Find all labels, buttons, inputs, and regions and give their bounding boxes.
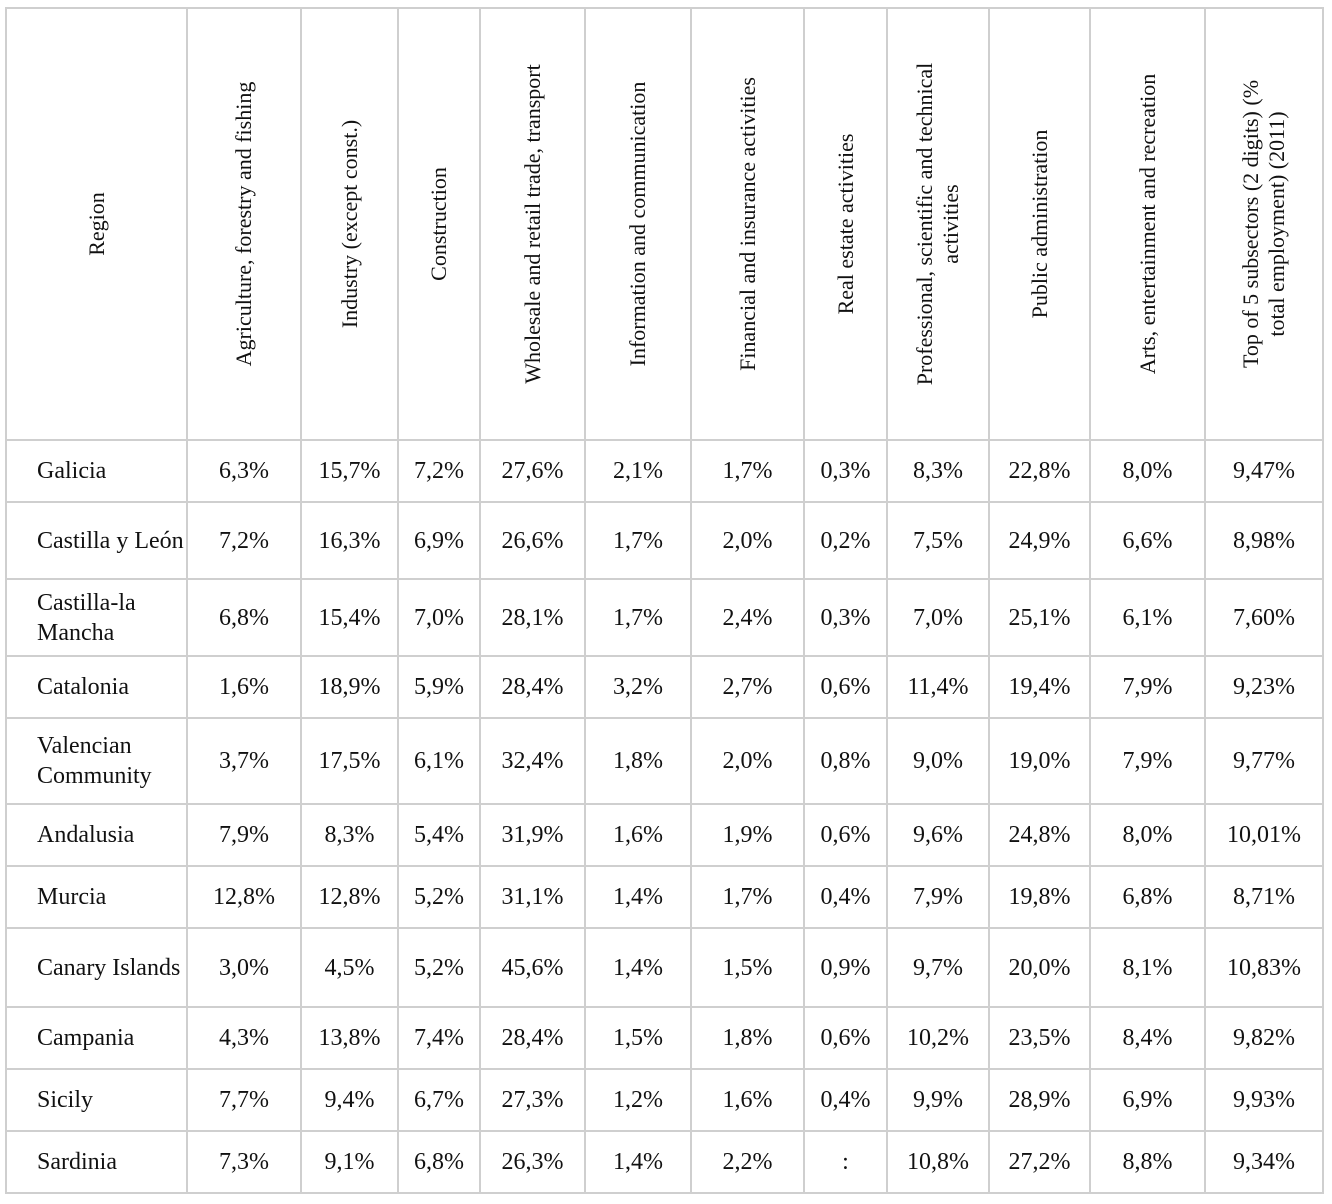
value-cell: 9,0%: [887, 718, 989, 804]
value-cell: 9,7%: [887, 928, 989, 1007]
value-cell: 31,1%: [480, 866, 585, 928]
table-row: [6, 656, 1323, 718]
value-cell: 7,9%: [887, 866, 989, 928]
header-construction: Construction: [398, 8, 480, 440]
value-cell: 1,2%: [585, 1069, 691, 1131]
value-cell: 0,9%: [804, 928, 887, 1007]
value-cell: 1,8%: [691, 1007, 804, 1069]
value-cell: 19,0%: [989, 718, 1090, 804]
value-cell: 5,2%: [398, 866, 480, 928]
value-cell: 1,4%: [585, 866, 691, 928]
value-cell: 1,6%: [187, 656, 301, 718]
value-cell: 6,9%: [398, 502, 480, 579]
value-cell: 8,4%: [1090, 1007, 1205, 1069]
value-cell: 11,4%: [887, 656, 989, 718]
value-cell: 31,9%: [480, 804, 585, 866]
region-cell: Andalusia: [6, 804, 187, 866]
value-cell: 9,47%: [1205, 440, 1323, 502]
value-cell: 3,7%: [187, 718, 301, 804]
value-cell: 6,9%: [1090, 1069, 1205, 1131]
value-cell: 2,2%: [691, 1131, 804, 1193]
value-cell: 0,3%: [804, 440, 887, 502]
region-cell: Castilla y León: [6, 502, 187, 579]
value-cell: 17,5%: [301, 718, 398, 804]
value-cell: 9,82%: [1205, 1007, 1323, 1069]
value-cell: 20,0%: [989, 928, 1090, 1007]
value-cell: 9,6%: [887, 804, 989, 866]
value-cell: 10,01%: [1205, 804, 1323, 866]
value-cell: 9,23%: [1205, 656, 1323, 718]
header-professional: Professional, scientific and technical activities: [887, 8, 989, 440]
value-cell: 26,3%: [480, 1131, 585, 1193]
value-cell: 1,6%: [585, 804, 691, 866]
value-cell: 4,3%: [187, 1007, 301, 1069]
value-cell: 1,7%: [691, 866, 804, 928]
header-row: [6, 8, 1323, 440]
value-cell: 9,93%: [1205, 1069, 1323, 1131]
table-row: [6, 1131, 1323, 1193]
value-cell: 1,4%: [585, 928, 691, 1007]
table-row: [6, 928, 1323, 1007]
value-cell: 9,34%: [1205, 1131, 1323, 1193]
table-row: [6, 1069, 1323, 1131]
header-wholesale-retail: Wholesale and retail trade, transport: [480, 8, 585, 440]
value-cell: 8,0%: [1090, 440, 1205, 502]
value-cell: 6,8%: [398, 1131, 480, 1193]
value-cell: 8,3%: [301, 804, 398, 866]
value-cell: 32,4%: [480, 718, 585, 804]
region-cell: Canary Islands: [6, 928, 187, 1007]
value-cell: 6,8%: [1090, 866, 1205, 928]
value-cell: 7,9%: [187, 804, 301, 866]
value-cell: 6,1%: [1090, 579, 1205, 656]
value-cell: 2,0%: [691, 718, 804, 804]
header-industry: Industry (except const.): [301, 8, 398, 440]
value-cell: 0,8%: [804, 718, 887, 804]
value-cell: 5,4%: [398, 804, 480, 866]
table-row: [6, 804, 1323, 866]
value-cell: 3,0%: [187, 928, 301, 1007]
value-cell: 25,1%: [989, 579, 1090, 656]
employment-by-sector-table: [5, 7, 1324, 1194]
table-row: [6, 718, 1323, 804]
value-cell: 1,8%: [585, 718, 691, 804]
value-cell: 0,4%: [804, 866, 887, 928]
value-cell: 5,2%: [398, 928, 480, 1007]
value-cell: 12,8%: [187, 866, 301, 928]
value-cell: 19,8%: [989, 866, 1090, 928]
value-cell: 8,3%: [887, 440, 989, 502]
value-cell: 2,4%: [691, 579, 804, 656]
table-row: [6, 440, 1323, 502]
value-cell: 8,0%: [1090, 804, 1205, 866]
header-financial: Financial and insurance activities: [691, 8, 804, 440]
value-cell: 10,2%: [887, 1007, 989, 1069]
region-cell: Murcia: [6, 866, 187, 928]
value-cell: 0,6%: [804, 804, 887, 866]
header-arts: Arts, entertainment and recreation: [1090, 8, 1205, 440]
value-cell: 23,5%: [989, 1007, 1090, 1069]
value-cell: 6,3%: [187, 440, 301, 502]
value-cell: 7,4%: [398, 1007, 480, 1069]
value-cell: 8,71%: [1205, 866, 1323, 928]
header-information: Information and communication: [585, 8, 691, 440]
value-cell: 5,9%: [398, 656, 480, 718]
value-cell: 1,7%: [585, 579, 691, 656]
table-header: [6, 8, 1323, 440]
value-cell: 13,8%: [301, 1007, 398, 1069]
value-cell: 6,6%: [1090, 502, 1205, 579]
value-cell: 0,4%: [804, 1069, 887, 1131]
region-cell: Valencian Community: [6, 718, 187, 804]
value-cell: 24,8%: [989, 804, 1090, 866]
value-cell: 7,5%: [887, 502, 989, 579]
value-cell: 0,6%: [804, 656, 887, 718]
value-cell: 8,98%: [1205, 502, 1323, 579]
region-cell: Castilla-la Mancha: [6, 579, 187, 656]
value-cell: 1,7%: [585, 502, 691, 579]
value-cell: 16,3%: [301, 502, 398, 579]
value-cell: 19,4%: [989, 656, 1090, 718]
value-cell: 0,3%: [804, 579, 887, 656]
value-cell: 18,9%: [301, 656, 398, 718]
value-cell: 12,8%: [301, 866, 398, 928]
region-cell: Sardinia: [6, 1131, 187, 1193]
value-cell: 9,77%: [1205, 718, 1323, 804]
value-cell: 4,5%: [301, 928, 398, 1007]
value-cell: 7,2%: [398, 440, 480, 502]
value-cell: 1,5%: [585, 1007, 691, 1069]
region-cell: Sicily: [6, 1069, 187, 1131]
value-cell: 9,4%: [301, 1069, 398, 1131]
value-cell: 45,6%: [480, 928, 585, 1007]
value-cell: 10,8%: [887, 1131, 989, 1193]
table-row: [6, 579, 1323, 656]
value-cell: 7,0%: [398, 579, 480, 656]
value-cell: 1,9%: [691, 804, 804, 866]
value-cell: 3,2%: [585, 656, 691, 718]
table-row: [6, 502, 1323, 579]
value-cell: 0,6%: [804, 1007, 887, 1069]
value-cell: 7,7%: [187, 1069, 301, 1131]
value-cell: 6,8%: [187, 579, 301, 656]
value-cell: 26,6%: [480, 502, 585, 579]
region-cell: Catalonia: [6, 656, 187, 718]
value-cell: 6,1%: [398, 718, 480, 804]
value-cell: 7,9%: [1090, 718, 1205, 804]
value-cell: :: [804, 1131, 887, 1193]
value-cell: 8,8%: [1090, 1131, 1205, 1193]
value-cell: 6,7%: [398, 1069, 480, 1131]
value-cell: 8,1%: [1090, 928, 1205, 1007]
value-cell: 2,0%: [691, 502, 804, 579]
value-cell: 7,3%: [187, 1131, 301, 1193]
region-cell: Campania: [6, 1007, 187, 1069]
region-cell: Galicia: [6, 440, 187, 502]
value-cell: 7,0%: [887, 579, 989, 656]
header-public-admin: Public administration: [989, 8, 1090, 440]
table-body: [6, 440, 1323, 1193]
value-cell: 24,9%: [989, 502, 1090, 579]
header-agriculture: Agriculture, forestry and fishing: [187, 8, 301, 440]
value-cell: 22,8%: [989, 440, 1090, 502]
value-cell: 1,6%: [691, 1069, 804, 1131]
value-cell: 1,4%: [585, 1131, 691, 1193]
value-cell: 27,3%: [480, 1069, 585, 1131]
value-cell: 7,9%: [1090, 656, 1205, 718]
value-cell: 28,9%: [989, 1069, 1090, 1131]
value-cell: 7,2%: [187, 502, 301, 579]
value-cell: 15,4%: [301, 579, 398, 656]
value-cell: 9,1%: [301, 1131, 398, 1193]
table-row: [6, 1007, 1323, 1069]
value-cell: 28,1%: [480, 579, 585, 656]
value-cell: 28,4%: [480, 656, 585, 718]
value-cell: 27,2%: [989, 1131, 1090, 1193]
value-cell: 1,7%: [691, 440, 804, 502]
value-cell: 1,5%: [691, 928, 804, 1007]
value-cell: 9,9%: [887, 1069, 989, 1131]
table-row: [6, 866, 1323, 928]
value-cell: 27,6%: [480, 440, 585, 502]
header-top-subsectors: Top of 5 subsectors (2 digits) (% total employment) (2011): [1205, 8, 1323, 440]
value-cell: 28,4%: [480, 1007, 585, 1069]
value-cell: 2,7%: [691, 656, 804, 718]
header-real-estate: Real estate activities: [804, 8, 887, 440]
value-cell: 10,83%: [1205, 928, 1323, 1007]
value-cell: 15,7%: [301, 440, 398, 502]
header-region: Region: [6, 8, 187, 440]
value-cell: 7,60%: [1205, 579, 1323, 656]
value-cell: 0,2%: [804, 502, 887, 579]
value-cell: 2,1%: [585, 440, 691, 502]
